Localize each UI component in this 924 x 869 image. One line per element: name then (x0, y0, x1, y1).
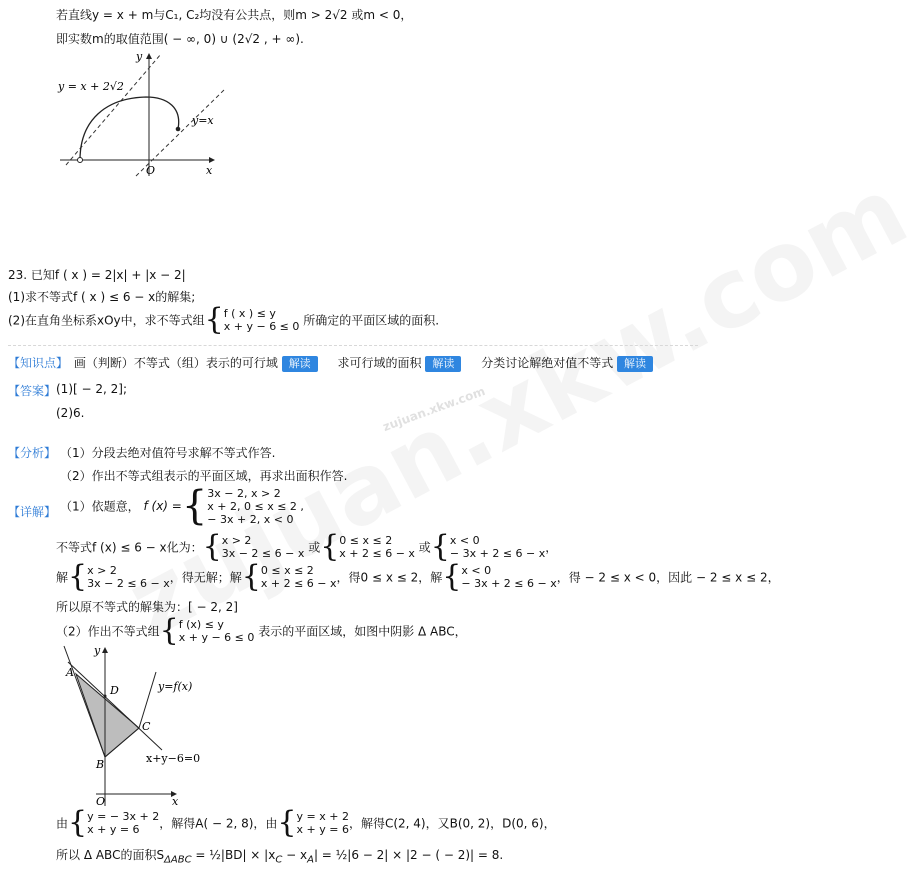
detail-solve-sys-2a: 0 ≤ x ≤ 2 (260, 564, 314, 577)
detail-sys-1a: x > 2 (221, 534, 252, 547)
triangle-abc (76, 674, 139, 757)
graph2-label-o: O (96, 795, 106, 808)
brace: { (181, 483, 208, 529)
detail-area (56, 846, 503, 865)
detail-solve-sys-2 (261, 564, 337, 590)
detail-fx: f (x) = (143, 499, 182, 513)
detail-sys-2a: 0 ≤ x ≤ 2 (339, 534, 393, 547)
detail-convert: 不等式f (x) ≤ 6 − x化为： (56, 540, 203, 555)
detail-sub-c: C (275, 854, 283, 866)
detail-from: 由 (56, 816, 69, 831)
graph1-open-point (78, 158, 83, 163)
detail-set: 所以原不等式的解集为：[ − 2, 2] (56, 600, 238, 614)
detail-solve-1: 解 (56, 570, 69, 585)
detail-solve-sys-1 (87, 564, 170, 590)
knowledge-label: 【知识点】 (8, 356, 69, 370)
brace: { (320, 529, 340, 564)
knowledge-item-1: 画（判断）不等式（组）表示的可行域 (73, 356, 278, 370)
graph2-label-d: D (110, 684, 119, 697)
detail-eq-1b: x + y = 6 (87, 823, 140, 836)
detail-eq-2a: y = x + 2 (296, 810, 349, 823)
answer-2: (2)6. (56, 406, 85, 420)
detail-sys-3b: − 3x + 2 ≤ 6 − x (449, 547, 546, 560)
detail-result-1: ，得无解；解 (169, 570, 242, 585)
graph1-axis-x: x (206, 164, 213, 177)
graph1-label-line: y = x + 2√2 (58, 80, 124, 93)
top-line-2: 即实数m的取值范围( − ∞, 0) ∪ (2√2 , + ∞). (56, 32, 304, 46)
brace: { (68, 805, 88, 840)
detail-part2-end: 表示的平面区域，如图中阴影 Δ ABC， (258, 624, 467, 639)
detail-solve-sys-2b: x + 2 ≤ 6 − x (260, 577, 337, 590)
detail-sys-3 (450, 534, 545, 560)
detail-sys-2 (339, 534, 415, 560)
divider (8, 345, 698, 346)
graph1-solid-point (176, 127, 181, 132)
knowledge-item-3: 分类讨论解绝对值不等式 (481, 356, 614, 370)
brace: { (241, 559, 261, 594)
detail-area-tail: | = ½|6 − 2| × |2 − ( − 2)| = 8. (313, 848, 504, 862)
detail-area-text: 所以 Δ ABC的面积S (56, 848, 165, 862)
graph2-label-line: x+y−6=0 (146, 752, 201, 765)
watermark-small: zujuan.xkw.com (380, 383, 487, 435)
knowledge-row (8, 354, 653, 372)
detail-part2: （2）作出不等式组 (56, 624, 160, 639)
detail-get-a: ，解得A( − 2, 8)，由 (159, 816, 278, 831)
point-d (104, 695, 107, 698)
detail-eq-sys-1 (87, 810, 159, 836)
graph1-label-yx: y=x (192, 114, 214, 127)
detail-solve-sys-3 (461, 564, 556, 590)
brace: { (202, 529, 222, 564)
brace: { (68, 559, 88, 594)
graph-1 (56, 50, 226, 180)
detail-eq-sys-2 (297, 810, 349, 836)
problem-stem: 23. 已知f ( x ) = 2|x| + |x − 2| (8, 268, 186, 282)
detail-area-sub: ΔABC (164, 854, 192, 866)
detail-sys-1b: 3x − 2 ≤ 6 − x (221, 547, 305, 560)
graph2-label-c: C (142, 720, 151, 733)
detail-piecewise (207, 487, 304, 526)
graph2-label-fx: y=f(x) (158, 680, 193, 693)
graph2-label-b: B (96, 758, 105, 771)
knowledge-item-1-button[interactable]: 解读 (282, 356, 318, 372)
detail-piece-1: 3x − 2, x > 2 (207, 486, 281, 500)
detail-label: 【详解】 (8, 505, 57, 519)
problem-sys-b: x + y − 6 ≤ 0 (223, 320, 300, 333)
detail-convert-row (56, 529, 558, 564)
graph-2 (56, 644, 206, 810)
detail-solve-row (56, 559, 780, 594)
brace: { (277, 805, 297, 840)
brace: { (159, 613, 179, 648)
detail-sub-a: A (307, 854, 314, 866)
analysis-line-2: （2）作出不等式组表示的平面区域，再求出面积作答. (60, 469, 348, 483)
problem-part2-prefix: (2)在直角坐标系xOy中，求不等式组 (8, 313, 205, 328)
detail-sys-3a: x < 0 (449, 534, 480, 547)
knowledge-item-2-button[interactable]: 解读 (425, 356, 461, 372)
detail-sys-1 (222, 534, 305, 560)
brace: { (430, 529, 450, 564)
graph1-axis-y: y (136, 50, 143, 63)
detail-comma: ， (545, 540, 558, 555)
detail-solve-sys-3b: − 3x + 2 ≤ 6 − x (461, 577, 557, 590)
detail-area-eq: = ½|BD| × |x (191, 848, 276, 862)
detail-intro: （1）依题意， (60, 499, 140, 514)
detail-area-rest: − x (282, 848, 308, 862)
detail-solve-sys-3a: x < 0 (461, 564, 492, 577)
graph1-curve (80, 97, 179, 160)
knowledge-item-2: 求可行域的面积 (337, 356, 422, 370)
detail-eq-1a: y = − 3x + 2 (87, 810, 160, 823)
brace: { (204, 302, 224, 337)
detail-part2-sys-a: f (x) ≤ y (178, 618, 224, 631)
knowledge-item-3-button[interactable]: 解读 (617, 356, 653, 372)
detail-or-1: 或 (308, 540, 321, 555)
graph1-origin: O (146, 164, 156, 177)
answer-label: 【答案】 (8, 384, 57, 398)
detail-result-2: ，得0 ≤ x ≤ 2，解 (336, 570, 443, 585)
detail-part2-row (56, 613, 467, 648)
problem-part1: (1)求不等式f ( x ) ≤ 6 − x的解集; (8, 290, 196, 304)
top-line-1: 若直线y = x + m与C₁, C₂均没有公共点，则m > 2√2 或m < 0， (56, 8, 413, 22)
graph2-label-y: y (94, 644, 101, 657)
detail-sys-2b: x + 2 ≤ 6 − x (339, 547, 415, 560)
graph2-label-x: x (172, 795, 179, 808)
detail-part2-sys (179, 618, 255, 644)
problem-part2 (8, 302, 440, 337)
detail-intro-row (60, 483, 304, 529)
problem-sys-a: f ( x ) ≤ y (223, 307, 276, 320)
detail-solve-points-row (56, 805, 556, 840)
detail-solve-sys-1b: 3x − 2 ≤ 6 − x (87, 577, 170, 590)
detail-piece-3: − 3x + 2, x < 0 (207, 512, 294, 526)
graph2-label-a: A (66, 666, 74, 679)
detail-piece-2: x + 2, 0 ≤ x ≤ 2 , (207, 499, 304, 513)
problem-part2-suffix: 所确定的平面区域的面积. (303, 313, 440, 328)
detail-get-c: ，解得C(2, 4)，又B(0, 2)，D(0, 6)， (348, 816, 556, 831)
detail-solve-sys-1a: x > 2 (87, 564, 117, 577)
brace: { (442, 559, 462, 594)
detail-result-3: ，得 − 2 ≤ x < 0，因此 − 2 ≤ x ≤ 2， (556, 570, 780, 585)
detail-part2-sys-b: x + y − 6 ≤ 0 (178, 631, 255, 644)
problem-system (224, 307, 300, 333)
answer-1: (1)[ − 2, 2]; (56, 382, 127, 396)
analysis-line-1: （1）分段去绝对值符号求解不等式作答. (60, 446, 276, 460)
detail-eq-2b: x + y = 6 (296, 823, 349, 836)
analysis-label: 【分析】 (8, 446, 57, 460)
detail-or-2: 或 (418, 540, 431, 555)
